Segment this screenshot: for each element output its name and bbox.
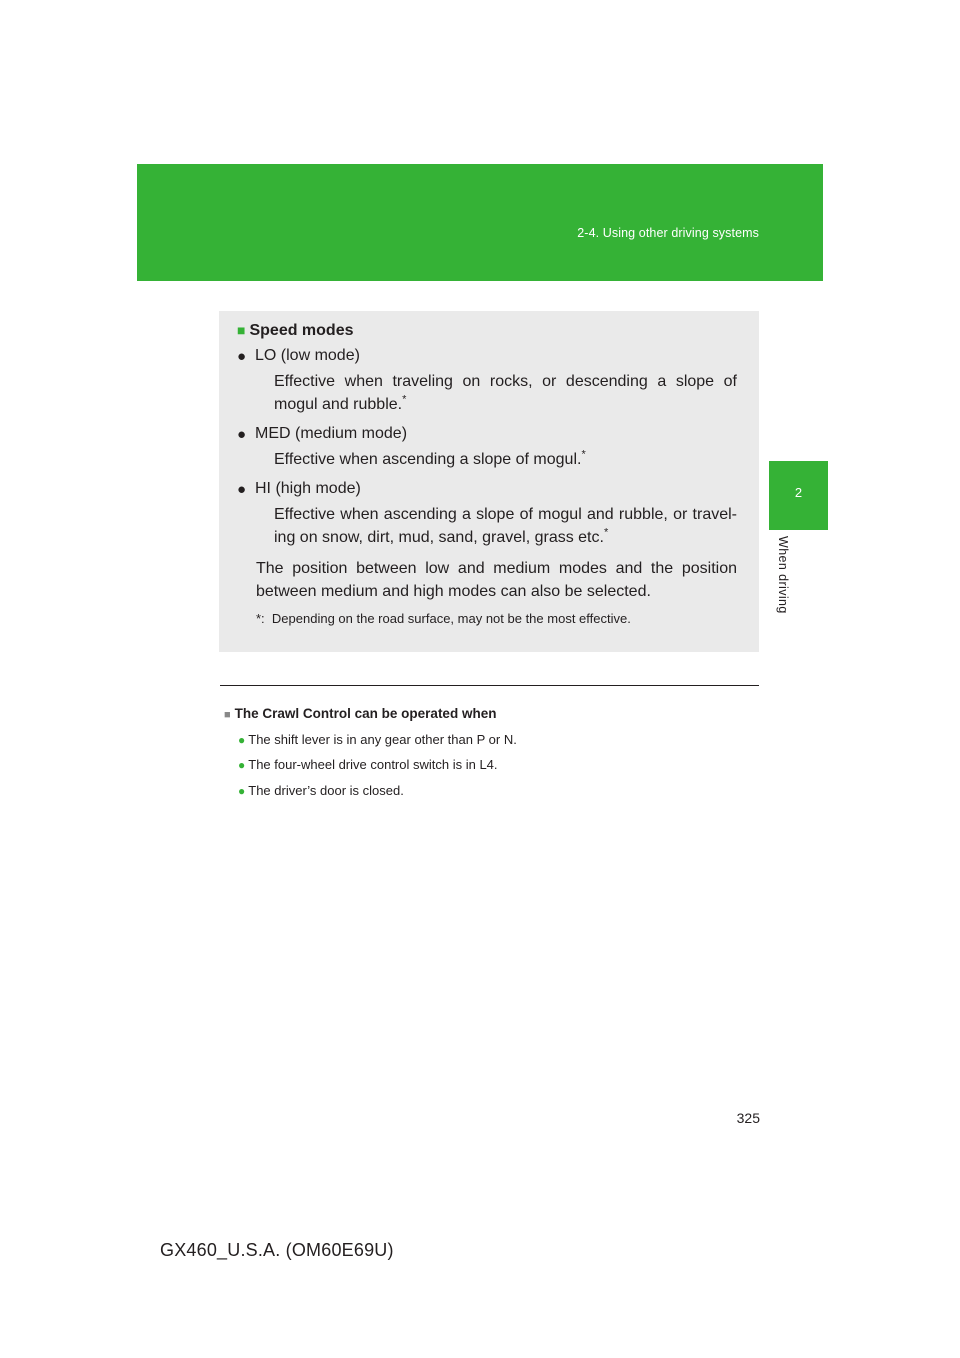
mode-med-desc: Effective when ascending a slope of mogul.* bbox=[274, 448, 586, 468]
divider bbox=[220, 685, 759, 686]
bullet-dot-icon: ● bbox=[238, 784, 246, 798]
header-band bbox=[137, 164, 823, 281]
footnote: *: Depending on the road surface, may not be the most effective. bbox=[256, 611, 631, 626]
speed-modes-heading: ■ Speed modes bbox=[237, 322, 354, 339]
bullet-dot-icon: ● bbox=[237, 481, 247, 498]
chapter-tab bbox=[769, 461, 828, 530]
speed-modes-box bbox=[219, 311, 759, 652]
bullet-dot-icon: ● bbox=[238, 733, 246, 747]
chapter-label: When driving bbox=[776, 536, 790, 614]
chapter-number: 2 bbox=[794, 485, 803, 500]
square-bullet-icon: ■ bbox=[237, 322, 246, 338]
asterisk: * bbox=[603, 526, 609, 539]
operation-heading: ■ The Crawl Control can be operated when bbox=[224, 706, 497, 721]
doc-code: GX460_U.S.A. (OM60E69U) bbox=[160, 1240, 394, 1260]
list-item: ● The shift lever is in any gear other than P or N. bbox=[238, 732, 517, 747]
page-number: 325 bbox=[736, 1110, 760, 1126]
mode-lo-title: ● LO (low mode) bbox=[237, 347, 360, 365]
section-title: 2-4. Using other driving systems bbox=[577, 226, 759, 240]
list-item: ● The four-wheel drive control switch is in L4. bbox=[238, 757, 498, 772]
mode-lo-desc: Effective when traveling on rocks, or descending a slope of mogul and rubble.* bbox=[274, 373, 737, 413]
asterisk: * bbox=[402, 393, 407, 406]
mode-med-title: ● MED (medium mode) bbox=[237, 425, 408, 443]
mode-hi-desc: Effective when ascending a slope of mogul and rubble, or travel-ing on snow, dirt, mud, sand, gravel, grass etc.* bbox=[274, 506, 737, 546]
list-item: ● The driver’s door is closed. bbox=[238, 783, 404, 798]
bullet-dot-icon: ● bbox=[238, 758, 246, 772]
asterisk: * bbox=[581, 448, 586, 461]
mode-hi-title: ● HI (high mode) bbox=[237, 480, 361, 498]
bullet-dot-icon: ● bbox=[237, 426, 247, 443]
square-bullet-icon: ■ bbox=[224, 709, 231, 721]
position-paragraph: The position between low and medium modes and the position between medium and high modes can also be selected. bbox=[256, 560, 737, 600]
bullet-dot-icon: ● bbox=[237, 348, 247, 365]
